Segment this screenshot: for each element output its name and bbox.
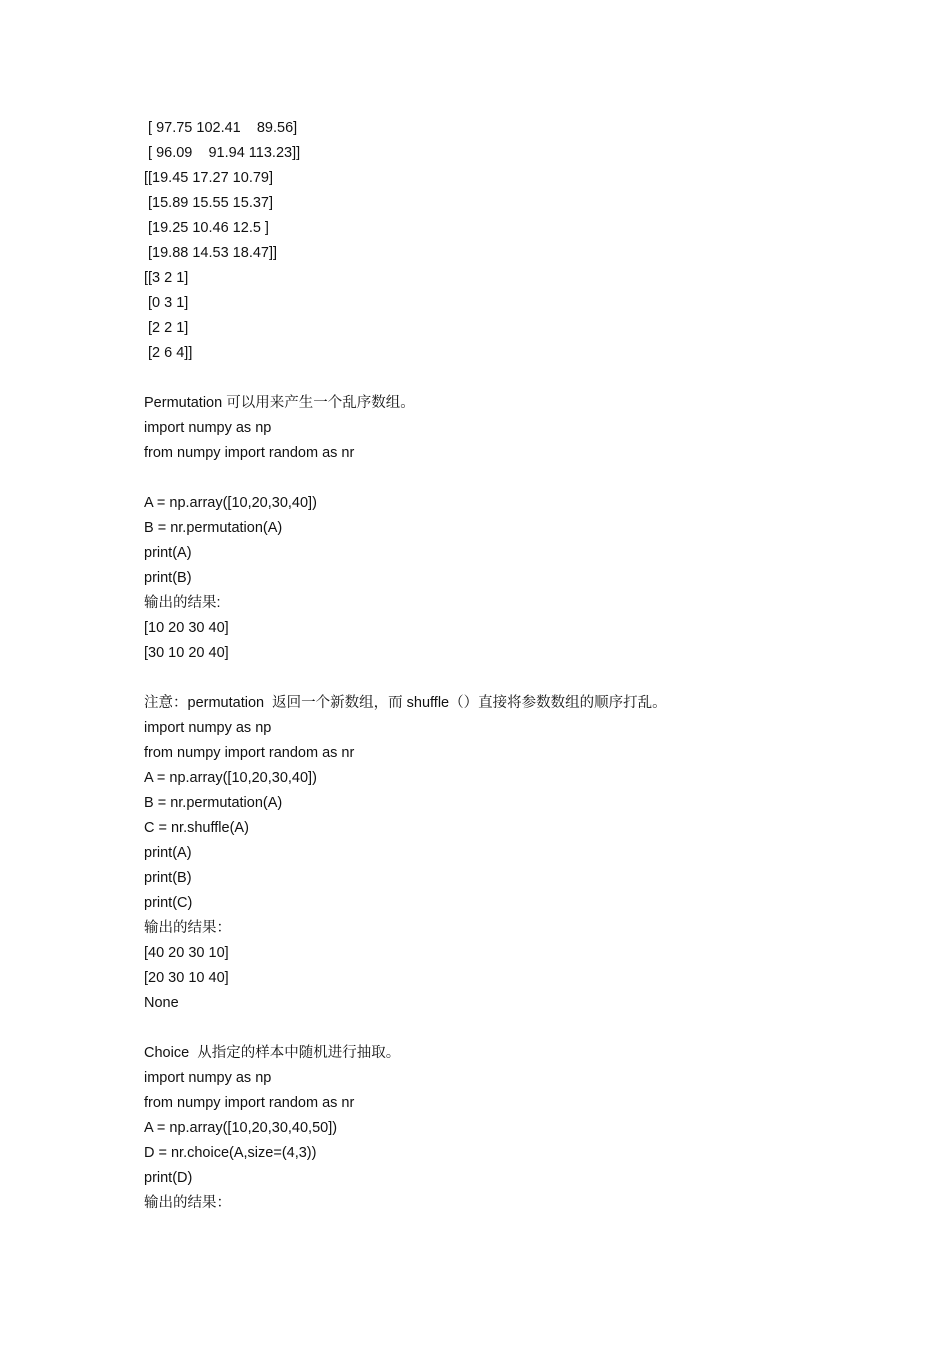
text-line: [ 97.75 102.41 89.56]: [144, 120, 298, 136]
text-line: import numpy as np: [144, 720, 272, 736]
text-line: 注意：permutation 返回一个新数组，而 shuffle（）直接将参数数组的顺序打乱。: [144, 695, 667, 711]
text-line: [40 20 30 10]: [144, 945, 229, 961]
text-line: Permutation 可以用来产生一个乱序数组。: [144, 395, 415, 411]
text-line: [10 20 30 40]: [144, 620, 229, 636]
text-line: from numpy import random as nr: [144, 445, 355, 461]
text-line: 输出的结果：: [144, 920, 231, 936]
text-line: 输出的结果：: [144, 1195, 231, 1211]
text-line: None: [144, 995, 179, 1011]
text-line: import numpy as np: [144, 1070, 272, 1086]
blank-line: [144, 1016, 864, 1041]
text-line: print(A): [144, 545, 192, 561]
blank-line: [144, 366, 864, 391]
text-line: [19.88 14.53 18.47]]: [144, 245, 278, 261]
text-line: print(B): [144, 570, 192, 586]
text-line: [ 96.09 91.94 113.23]]: [144, 145, 301, 161]
text-line: 输出的结果:: [144, 595, 221, 611]
text-line: [[19.45 17.27 10.79]: [144, 170, 273, 186]
text-line: from numpy import random as nr: [144, 1095, 355, 1111]
text-line: C = nr.shuffle(A): [144, 820, 249, 836]
blank-line: [144, 466, 864, 491]
text-line: [15.89 15.55 15.37]: [144, 195, 273, 211]
text-line: D = nr.choice(A,size=(4,3)): [144, 1145, 317, 1161]
text-line: Choice 从指定的样本中随机进行抽取。: [144, 1045, 401, 1061]
text-line: [19.25 10.46 12.5 ]: [144, 220, 269, 236]
text-line: [2 6 4]]: [144, 345, 193, 361]
text-line: A = np.array([10,20,30,40,50]): [144, 1120, 338, 1136]
text-line: A = np.array([10,20,30,40]): [144, 770, 317, 786]
text-line: print(D): [144, 1170, 193, 1186]
text-line: [2 2 1]: [144, 320, 189, 336]
text-line: [20 30 10 40]: [144, 970, 229, 986]
text-line: print(B): [144, 870, 192, 886]
text-line: B = nr.permutation(A): [144, 520, 283, 536]
text-line: A = np.array([10,20,30,40]): [144, 495, 317, 511]
document-content: [144, 116, 864, 1216]
text-line: B = nr.permutation(A): [144, 795, 283, 811]
text-line: print(C): [144, 895, 193, 911]
text-line: [[3 2 1]: [144, 270, 189, 286]
text-line: import numpy as np: [144, 420, 272, 436]
text-line: from numpy import random as nr: [144, 745, 355, 761]
text-line: print(A): [144, 845, 192, 861]
blank-line: [144, 666, 864, 691]
text-line: [0 3 1]: [144, 295, 189, 311]
text-line: [30 10 20 40]: [144, 645, 229, 661]
